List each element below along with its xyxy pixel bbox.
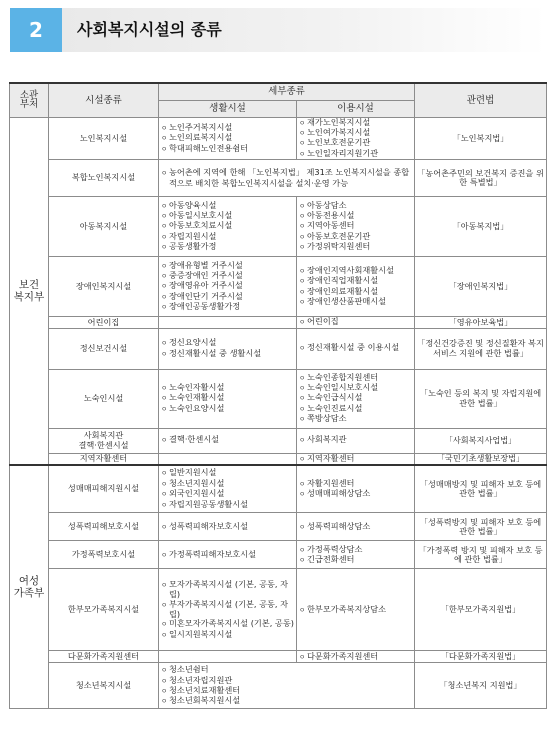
usage-list xyxy=(299,479,412,500)
table-row xyxy=(10,569,547,651)
living-item: ㅇ 노숙인자활시설 xyxy=(161,383,294,393)
usage-item: ㅇ 성폭력피해상담소 xyxy=(299,522,412,532)
table-row xyxy=(10,369,547,428)
living-item: ㅇ 부자가족복지시설 (기본, 공동, 자립) xyxy=(161,600,294,620)
living-item: ㅇ 장애인단기 거주시설 xyxy=(161,292,294,302)
living-list xyxy=(161,550,294,560)
living-item: ㅇ 미혼모자가족복지시설 (기본, 공동) xyxy=(161,619,294,629)
usage-item: ㅇ 노숙인진료시설 xyxy=(299,404,412,414)
living-cell xyxy=(159,663,415,709)
law-cell: 「영유아보육법」 xyxy=(415,317,547,328)
usage-item: ㅇ 노인여가복지시설 xyxy=(299,128,412,138)
usage-cell xyxy=(297,513,415,541)
living-item: ㅇ 청소년지원시설 xyxy=(161,479,294,489)
living-item: ㅇ 공동생활가정 xyxy=(161,242,294,252)
living-item: ㅇ 일반지원시설 xyxy=(161,468,294,478)
usage-cell xyxy=(297,541,415,569)
living-cell xyxy=(159,328,297,369)
living-item: ㅇ 모자가족복지시설 (기본, 공동, 자립) xyxy=(161,580,294,600)
living-list xyxy=(161,435,294,445)
living-item: ㅇ 청소년쉼터 xyxy=(161,665,412,675)
header-law: 관련법 xyxy=(415,83,547,117)
usage-cell xyxy=(297,651,415,663)
usage-item: ㅇ 가정위탁지원센터 xyxy=(299,242,412,252)
table-row xyxy=(10,117,547,160)
law-cell: 「성매매방지 및 피해자 보호 등에 관한 법률」 xyxy=(415,465,547,513)
facility-cell: 다문화가족지원센터 xyxy=(49,651,159,663)
section-title-bar xyxy=(62,8,546,52)
living-cell xyxy=(159,160,415,197)
living-item: ㅇ 성폭력피해자보호시설 xyxy=(161,522,294,532)
living-cell xyxy=(159,197,297,257)
facility-cell: 아동복지시설 xyxy=(49,197,159,257)
living-item: ㅇ 결핵·한센시설 xyxy=(161,435,294,445)
header-facility: 시설종류 xyxy=(49,83,159,117)
table-row xyxy=(10,257,547,317)
usage-item: ㅇ 재가노인복지시설 xyxy=(299,118,412,128)
usage-item: ㅇ 가정폭력상담소 xyxy=(299,545,412,555)
section-title: 사회복지시설의 종류 xyxy=(77,20,222,39)
usage-list xyxy=(299,522,412,532)
header-dept-text: 소관 부처 xyxy=(19,89,39,111)
living-cell xyxy=(159,465,297,513)
usage-cell xyxy=(297,257,415,317)
living-item: ㅇ 장애영유아 거주시설 xyxy=(161,281,294,291)
living-item: ㅇ 청소년회복지원시설 xyxy=(161,696,412,706)
law-cell: 「다문화가족지원법」 xyxy=(415,651,547,663)
usage-item: ㅇ 지역아동센터 xyxy=(299,221,412,231)
facility-cell: 지역자활센터 xyxy=(49,453,159,465)
facility-cell: 가정폭력보호시설 xyxy=(49,541,159,569)
usage-item: ㅇ 쪽방상담소 xyxy=(299,414,412,424)
usage-item: ㅇ 다문화가족지원센터 xyxy=(299,652,412,662)
usage-cell xyxy=(297,117,415,160)
law-cell: 「노인복지법」 xyxy=(415,117,547,160)
usage-item: ㅇ 자활지원센터 xyxy=(299,479,412,489)
living-list xyxy=(161,338,294,359)
usage-list xyxy=(299,454,412,464)
law-cell: 「한부모가족지원법」 xyxy=(415,569,547,651)
living-cell xyxy=(159,453,297,465)
living-list xyxy=(161,261,294,313)
living-item: ㅇ 청소년자립지원관 xyxy=(161,676,412,686)
usage-item: ㅇ 한부모가족복지상담소 xyxy=(299,605,412,615)
law-cell: 「아동복지법」 xyxy=(415,197,547,257)
facility-cell: 장애인복지시설 xyxy=(49,257,159,317)
header-usage: 이용시설 xyxy=(297,100,415,117)
living-cell xyxy=(159,428,297,453)
usage-list xyxy=(299,605,412,615)
usage-cell xyxy=(297,369,415,428)
living-list xyxy=(161,123,294,154)
living-item: ㅇ 노인주거복지시설 xyxy=(161,123,294,133)
usage-item: ㅇ 장애인직업재활시설 xyxy=(299,276,412,286)
usage-cell xyxy=(297,197,415,257)
law-cell: 「국민기초생활보장법」 xyxy=(415,453,547,465)
law-cell: 「청소년복지 지원법」 xyxy=(415,663,547,709)
usage-item: ㅇ 어린이집 xyxy=(299,317,412,327)
living-item: ㅇ 자립지원공동생활시설 xyxy=(161,500,294,510)
usage-list xyxy=(299,545,412,566)
facility-cell: 청소년복지시설 xyxy=(49,663,159,709)
usage-item: ㅇ 장애인생산품판매시설 xyxy=(299,297,412,307)
living-item: ㅇ 외국인지원시설 xyxy=(161,489,294,499)
table-row xyxy=(10,328,547,369)
living-list xyxy=(161,580,294,640)
living-item: ㅇ 가정폭력피해자보호시설 xyxy=(161,550,294,560)
usage-list xyxy=(299,201,412,253)
living-list xyxy=(161,468,294,510)
table-row xyxy=(10,513,547,541)
usage-list xyxy=(299,435,412,445)
usage-list xyxy=(299,266,412,308)
table-body xyxy=(10,117,547,709)
law-cell: 「가정폭력 방지 및 피해자 보호 등에 관한 법률」 xyxy=(415,541,547,569)
living-list xyxy=(161,522,294,532)
living-item: ㅇ 장애인공동생활가정 xyxy=(161,302,294,312)
table-row xyxy=(10,317,547,328)
living-item: ㅇ 노숙인재활시설 xyxy=(161,393,294,403)
facility-cell: 복합노인복지시설 xyxy=(49,160,159,197)
law-cell: 「노숙인 등의 복지 및 자립지원에 관한 법률」 xyxy=(415,369,547,428)
law-cell: 「장애인복지법」 xyxy=(415,257,547,317)
living-item: ㅇ 학대피해노인전용쉼터 xyxy=(161,144,294,154)
living-item: ㅇ 정신요양시설 xyxy=(161,338,294,348)
usage-item: ㅇ 긴급전화센터 xyxy=(299,555,412,565)
facility-cell: 노인복지시설 xyxy=(49,117,159,160)
table-row xyxy=(10,197,547,257)
facility-cell: 성폭력피해보호시설 xyxy=(49,513,159,541)
facility-cell: 노숙인시설 xyxy=(49,369,159,428)
living-item: ㅇ 아동양육시설 xyxy=(161,201,294,211)
usage-cell xyxy=(297,569,415,651)
header-dept xyxy=(10,83,49,117)
header-living: 생활시설 xyxy=(159,100,297,117)
living-item: ㅇ 아동일시보호시설 xyxy=(161,211,294,221)
living-cell xyxy=(159,369,297,428)
living-item: ㅇ 일시지원복지시설 xyxy=(161,630,294,640)
facility-cell: 어린이집 xyxy=(49,317,159,328)
usage-item: ㅇ 노숙인급식시설 xyxy=(299,393,412,403)
facility-cell: 사회복지관 결핵·한센시설 xyxy=(49,428,159,453)
living-item: ㅇ 노인의료복지시설 xyxy=(161,133,294,143)
living-cell xyxy=(159,651,297,663)
facility-table xyxy=(9,82,547,709)
living-item: ㅇ 중증장애인 거주시설 xyxy=(161,271,294,281)
table-row xyxy=(10,651,547,663)
living-cell xyxy=(159,541,297,569)
table-row xyxy=(10,663,547,709)
usage-list xyxy=(299,343,412,353)
facility-cell: 한부모가족복지시설 xyxy=(49,569,159,651)
usage-cell xyxy=(297,317,415,328)
usage-cell xyxy=(297,465,415,513)
usage-item: ㅇ 지역자활센터 xyxy=(299,454,412,464)
usage-item: ㅇ 장애인지역사회재활시설 xyxy=(299,266,412,276)
living-list xyxy=(161,665,412,707)
table-row xyxy=(10,160,547,197)
living-list xyxy=(161,168,412,188)
usage-item: ㅇ 성매매피해상담소 xyxy=(299,489,412,499)
usage-item: ㅇ 정신재활시설 중 이용시설 xyxy=(299,343,412,353)
living-item: ㅇ 장애유형별 거주시설 xyxy=(161,261,294,271)
usage-cell xyxy=(297,453,415,465)
living-item: ㅇ 청소년치료재활센터 xyxy=(161,686,412,696)
usage-list xyxy=(299,317,412,327)
facility-cell: 정신보건시설 xyxy=(49,328,159,369)
usage-item: ㅇ 노인보호전문기관 xyxy=(299,138,412,148)
living-cell xyxy=(159,513,297,541)
living-cell xyxy=(159,569,297,651)
table-row xyxy=(10,541,547,569)
usage-cell xyxy=(297,428,415,453)
table-row xyxy=(10,428,547,453)
usage-item: ㅇ 아동전용시설 xyxy=(299,211,412,221)
living-item: ㅇ 노숙인요양시설 xyxy=(161,404,294,414)
usage-item: ㅇ 아동상담소 xyxy=(299,201,412,211)
usage-item: ㅇ 노인일자리지원기관 xyxy=(299,149,412,159)
living-item: ㅇ 정신재활시설 중 생활시설 xyxy=(161,349,294,359)
law-cell: 「정신건강증진 및 정신질환자 복지서비스 지원에 관한 법률」 xyxy=(415,328,547,369)
usage-item: ㅇ 노숙인종합지원센터 xyxy=(299,373,412,383)
header-detail: 세부종류 xyxy=(159,83,415,100)
usage-item: ㅇ 노숙인일시보호시설 xyxy=(299,383,412,393)
usage-item: ㅇ 장애인의료재활시설 xyxy=(299,287,412,297)
living-item: ㅇ 아동보호치료시설 xyxy=(161,221,294,231)
living-item: ㅇ 자립지원시설 xyxy=(161,232,294,242)
law-cell: 「농어촌주민의 보건복지 증진을 위한 특별법」 xyxy=(415,160,547,197)
usage-list xyxy=(299,373,412,425)
usage-list xyxy=(299,118,412,160)
usage-item: ㅇ 아동보호전문기관 xyxy=(299,232,412,242)
living-cell xyxy=(159,257,297,317)
facility-cell: 성매매피해지원시설 xyxy=(49,465,159,513)
law-cell: 「사회복지사업법」 xyxy=(415,428,547,453)
section-number: 2 xyxy=(10,8,62,52)
usage-cell xyxy=(297,328,415,369)
living-cell xyxy=(159,317,297,328)
living-list xyxy=(161,201,294,253)
dept-cell: 보건 복지부 xyxy=(10,117,49,465)
usage-list xyxy=(299,652,412,662)
dept-cell: 여성 가족부 xyxy=(10,465,49,709)
living-item: ㅇ 농어촌에 지역에 한해 「노인복지법」 제31조 노인복지시설을 종합적으로 배치한 복합노인복지시설을 설치·운영 가능 xyxy=(161,168,412,188)
table-row xyxy=(10,453,547,465)
usage-item: ㅇ 사회복지관 xyxy=(299,435,412,445)
section-header xyxy=(0,0,554,62)
living-list xyxy=(161,383,294,414)
table-row xyxy=(10,465,547,513)
law-cell: 「성폭력방지 및 피해자 보호 등에 관한 법률」 xyxy=(415,513,547,541)
living-cell xyxy=(159,117,297,160)
